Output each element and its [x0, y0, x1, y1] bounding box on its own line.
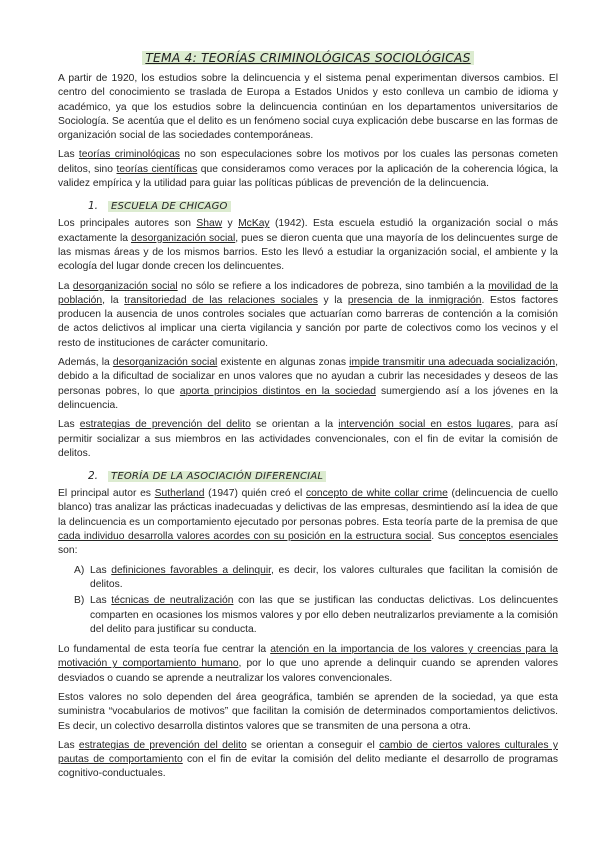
- text-run: Las: [90, 564, 112, 576]
- list-item: B) Las técnicas de neutralización con las que se justifican las conductas delictivas. Los delincuentes comparten en ocasiones los mismos valores y por ello deben neutralizarlos previamente a la comisión del delito para justificar su conducta.: [74, 595, 558, 635]
- text-run: se orientan a la: [250, 419, 339, 431]
- text-run: no son especulaciones sobre los motivos por los cuales las personas cometen delitos, sino: [58, 149, 558, 175]
- text-run: Además, la: [58, 357, 113, 369]
- underlined-term: desorganización social: [130, 232, 236, 244]
- underlined-term: Shaw: [196, 218, 223, 230]
- text-run: Las: [58, 739, 79, 751]
- underlined-term: aporta principios distintos en la sociedad: [179, 385, 376, 397]
- text-run: existente en algunas zonas: [217, 357, 350, 369]
- text-run: (delincuencia de cuello blanco) tras analizar las prácticas inadecuadas y delictivas de las empresas, desmintiendo así la idea de que la delincuencia es un comportamiento ejecutado por personas pobres. Esta teoría parte de la premisa de que: [58, 488, 558, 528]
- underlined-term: teorías científicas: [116, 163, 198, 175]
- underlined-term: técnicas de neutralización: [111, 595, 234, 607]
- text-run: La: [58, 280, 73, 292]
- text-run: Lo fundamental de esta teoría fue centrar la: [58, 644, 271, 656]
- chicago-paragraph-1: [58, 217, 558, 274]
- asociacion-paragraph-3: Estos valores no solo dependen del área geográfica, también se aprenden de la sociedad, ya que esta suministra “vocabularios de motivos” que facilitan la comisión de determinados comportamientos delictivos. Es decir, un colectivo desarrolla distintos valores que se transmiten de una persona a otra.: [58, 691, 558, 732]
- text-run: Las: [90, 595, 112, 607]
- text-run: , la: [102, 294, 125, 306]
- list-item: A) Las definiciones favorables a delinquir, es decir, los valores culturales que facilitan la comisión de delitos.: [74, 564, 558, 590]
- underlined-term: desorganización social: [72, 280, 178, 292]
- text-run: , para así permitir socializar a sus miembros en las actividades convencionales, con el fin de evitar la comisión de delitos.: [58, 419, 558, 459]
- underlined-term: movilidad de la población: [58, 280, 558, 306]
- asociacion-paragraph-1: [58, 487, 558, 558]
- underlined-term: impide transmitir una adecuada socialización: [349, 357, 556, 369]
- asociacion-paragraph-4: [58, 739, 558, 782]
- text-run: (1947) quién creó el: [204, 488, 306, 500]
- underlined-term: estrategias de prevención del delito: [78, 739, 247, 751]
- underlined-term: transitoriedad de las relaciones sociales: [124, 294, 318, 306]
- text-run: no sólo se refiere a los indicadores de pobreza, sino también a la: [177, 280, 489, 292]
- text-run: y: [222, 218, 239, 230]
- text-run: . Estos factores producen la ausencia de unos controles sociales que actuarían como barreras de contención a la comisión de actos delictivos al implicar una cierta vigilancia y sanción por parte de colectivos como los vecinos y el resto de instituciones de carácter comunitario.: [58, 294, 558, 349]
- underlined-term: intervención social en estos lugares: [338, 419, 511, 431]
- text-run: , por lo que uno aprende a delinquir cuando se aprenden valores desviados o cuando se aprende a neutralizar los valores convencionales.: [58, 658, 558, 684]
- underlined-term: presencia de la inmigración: [347, 294, 482, 306]
- text-run: Las: [58, 149, 79, 161]
- underlined-term: estrategias de prevención del delito: [79, 419, 251, 431]
- underlined-term: McKay: [238, 218, 270, 230]
- text-run: El principal autor es: [58, 488, 155, 500]
- text-run: , debido a la dificultad de socializar en unos valores que no ayudan a cubrir las necesidades y deseos de las personas pobres, lo que: [58, 357, 558, 397]
- underlined-term: atención en la importancia de los valores y creencias para la motivación y comportamiento humano: [58, 644, 558, 670]
- underlined-term: cambio de ciertos valores culturales y pautas de comportamiento: [58, 739, 558, 766]
- text-run: sumergiendo así a los jóvenes en la delincuencia.: [58, 385, 559, 411]
- text-run: . Sus: [431, 531, 459, 543]
- section-heading-chicago: 1. ESCUELA DE CHICAGO: [88, 199, 558, 214]
- text-run: con las que se justifican las conductas delictivas. Los delincuentes comparten en ocasiones los mismos valores y por ello deben neutralizarlos previamente a la comisión del delito para justificar su conducta.: [90, 595, 558, 635]
- concepts-list: [58, 564, 558, 637]
- underlined-term: Sutherland: [154, 488, 205, 500]
- text-run: Las: [58, 419, 80, 431]
- underlined-term: conceptos esenciales: [458, 531, 558, 543]
- underlined-term: cada individuo desarrolla valores acordes con su posición en la estructura social: [58, 531, 432, 543]
- text-run: (1942). Esta escuela estudió la organización social o más exactamente la: [58, 218, 559, 244]
- intro-paragraph-1: A partir de 1920, los estudios sobre la delincuencia y el sistema penal experimentan diversos cambios. El centro del conocimiento se traslada de Europa a Estados Unidos y esto conlleva un cambio de idioma y académico, ya que los estudios sobre la delincuencia continúan en los departamentos universitarios de Sociología. Se acentúa que el delito es un fenómeno social cuya explicación debe buscarse en las formas de organización social de las sociedades contemporáneas.: [58, 73, 558, 142]
- text-run: que consideramos como veraces por la aplicación de la coherencia lógica, la validez empírica y la utilidad para guiar las políticas públicas de prevención de la delincuencia.: [58, 163, 558, 190]
- chicago-paragraph-2: [58, 280, 558, 351]
- text-run: y la: [317, 294, 348, 306]
- underlined-term: teorías criminológicas: [78, 149, 180, 161]
- text-run: son:: [58, 545, 78, 557]
- text-run: , pues se dieron cuenta que una mayoría de los delincuentes surge de las mismas áreas y de los mismos barrios. Esto les llevó a estudiar la organización social, el ambiente y la ecología del lugar donde crecen los delincuentes.: [58, 232, 558, 273]
- underlined-term: desorganización social: [112, 357, 218, 369]
- chicago-paragraph-4: [58, 418, 558, 461]
- asociacion-paragraph-2: [58, 643, 558, 686]
- text-run: , es decir, los valores culturales que facilitan la comisión de delitos.: [90, 564, 558, 590]
- page-title: TEMA 4: TEORÍAS CRIMINOLÓGICAS SOCIOLÓGICAS: [58, 50, 558, 68]
- underlined-term: concepto de white collar crime: [305, 488, 448, 500]
- chicago-paragraph-3: [58, 356, 558, 413]
- underlined-term: definiciones favorables a delinquir: [111, 564, 271, 576]
- intro-paragraph-2: [58, 148, 558, 191]
- text-run: se orientan a conseguir el: [246, 739, 380, 751]
- section-heading-asociacion: 2. TEORÍA DE LA ASOCIACIÓN DIFERENCIAL: [88, 469, 558, 484]
- text-run: Los principales autores son: [58, 218, 197, 230]
- text-run: con el fin de evitar la comisión del delito mediante el desarrollo de programas cognitivo-conductuales.: [58, 754, 558, 780]
